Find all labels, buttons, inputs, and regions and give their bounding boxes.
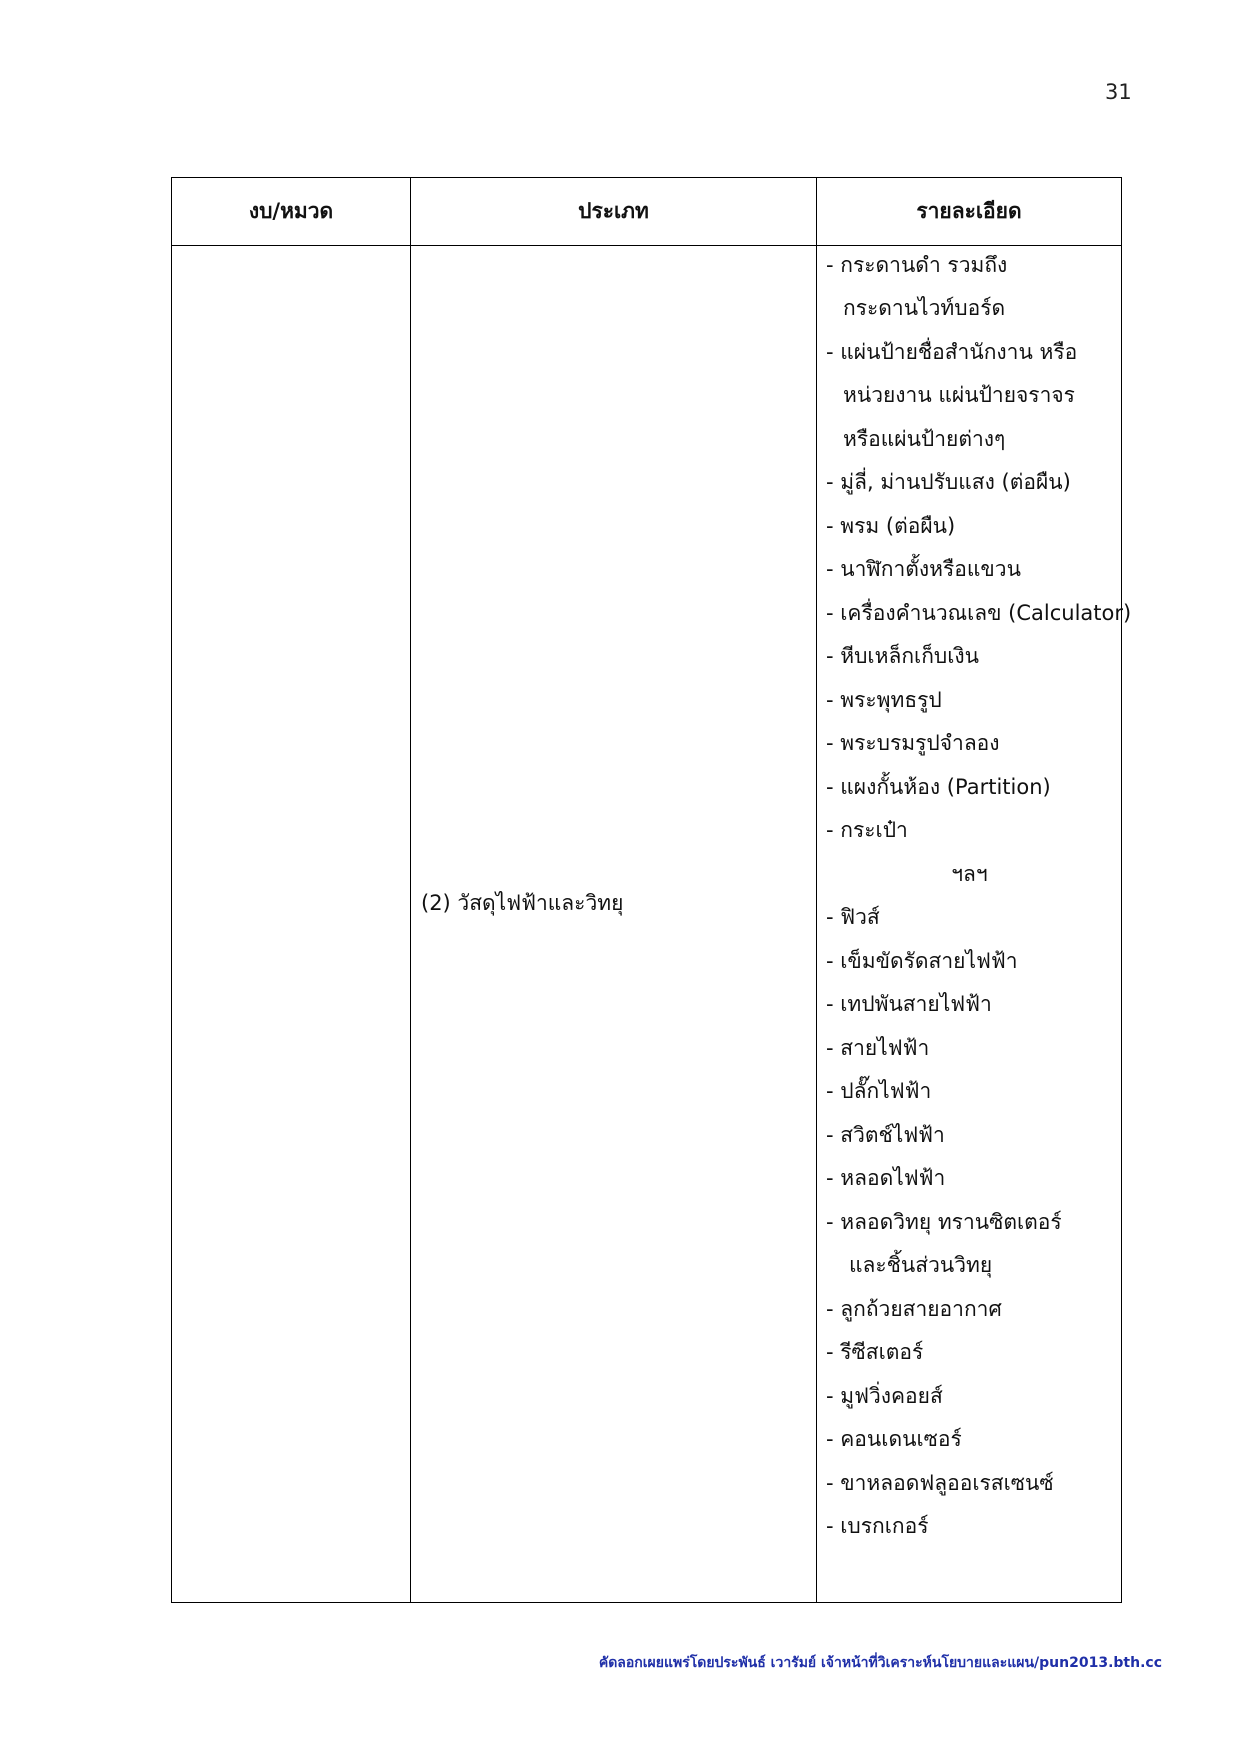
- list-item: - เข็มขัดรัดสายไฟฟ้า: [826, 949, 1018, 973]
- list-item: - แผงกั้นห้อง (Partition): [826, 775, 1051, 799]
- table-header-row: [172, 178, 1122, 246]
- list-item: และชิ้นส่วนวิทยุ: [849, 1253, 993, 1277]
- list-item: หน่วยงาน แผ่นป้ายจราจร: [843, 383, 1075, 407]
- table-row: [172, 246, 1122, 1603]
- list-item: - ลูกถ้วยสายอากาศ: [826, 1297, 1002, 1321]
- list-item: - มูฟวิ่งคอยส์: [826, 1384, 943, 1408]
- header-budget-category: งบ/หมวด: [172, 178, 411, 246]
- type-label-electrical-radio: (2) วัสดุไฟฟ้าและวิทยุ: [421, 891, 624, 915]
- list-item: - นาฬิกาตั้งหรือแขวน: [826, 557, 1021, 581]
- header-details: รายละเอียด: [817, 178, 1122, 246]
- list-item: หรือแผ่นป้ายต่างๆ: [843, 427, 1006, 451]
- page-number: 31: [1105, 80, 1132, 104]
- budget-detail-table: [171, 177, 1132, 1603]
- budget-category-cell: [172, 246, 411, 1603]
- list-item: - แผ่นป้ายชื่อสำนักงาน หรือ: [826, 340, 1078, 364]
- header-type: ประเภท: [411, 178, 817, 246]
- list-item: - พระพุทธรูป: [826, 688, 942, 712]
- list-item: กระดานไวท์บอร์ด: [843, 296, 1006, 320]
- list-item: - หลอดวิทยุ ทรานซิตเตอร์: [826, 1210, 1062, 1234]
- list-item: - กระเป๋า: [826, 818, 908, 842]
- list-item: - พระบรมรูปจำลอง: [826, 731, 1000, 755]
- list-item: - กระดานดำ รวมถึง: [826, 253, 1008, 277]
- list-item: - ฟิวส์: [826, 905, 880, 929]
- list-item-etc: ฯลฯ: [951, 862, 988, 886]
- list-item: - ปลั๊กไฟฟ้า: [826, 1079, 932, 1103]
- details-cell: [817, 246, 1132, 1603]
- list-item: - มู่ลี่, ม่านปรับแสง (ต่อผืน): [826, 470, 1071, 494]
- list-item: - ขาหลอดฟลูออเรสเซนซ์: [826, 1471, 1054, 1495]
- list-item: - เบรกเกอร์: [826, 1514, 929, 1538]
- list-item: - เทปพันสายไฟฟ้า: [826, 992, 992, 1016]
- footer-credit: คัดลอกเผยแพร่โดยประพันธ์ เวารัมย์ เจ้าหน้าที่วิเคราะห์นโยบายและแผน/pun2013.bth.cc: [598, 1655, 1162, 1671]
- list-item: - สายไฟฟ้า: [826, 1036, 930, 1060]
- type-cell: [411, 246, 817, 1603]
- list-item: - หลอดไฟฟ้า: [826, 1166, 946, 1190]
- list-item: - รีซีสเตอร์: [826, 1340, 924, 1364]
- list-item: - เครื่องคำนวณเลข (Calculator): [826, 601, 1132, 625]
- list-item: - หีบเหล็กเก็บเงิน: [826, 644, 980, 668]
- list-item: - สวิตช์ไฟฟ้า: [826, 1123, 945, 1147]
- list-item: - คอนเดนเซอร์: [826, 1427, 962, 1451]
- list-item: - พรม (ต่อผืน): [826, 514, 956, 538]
